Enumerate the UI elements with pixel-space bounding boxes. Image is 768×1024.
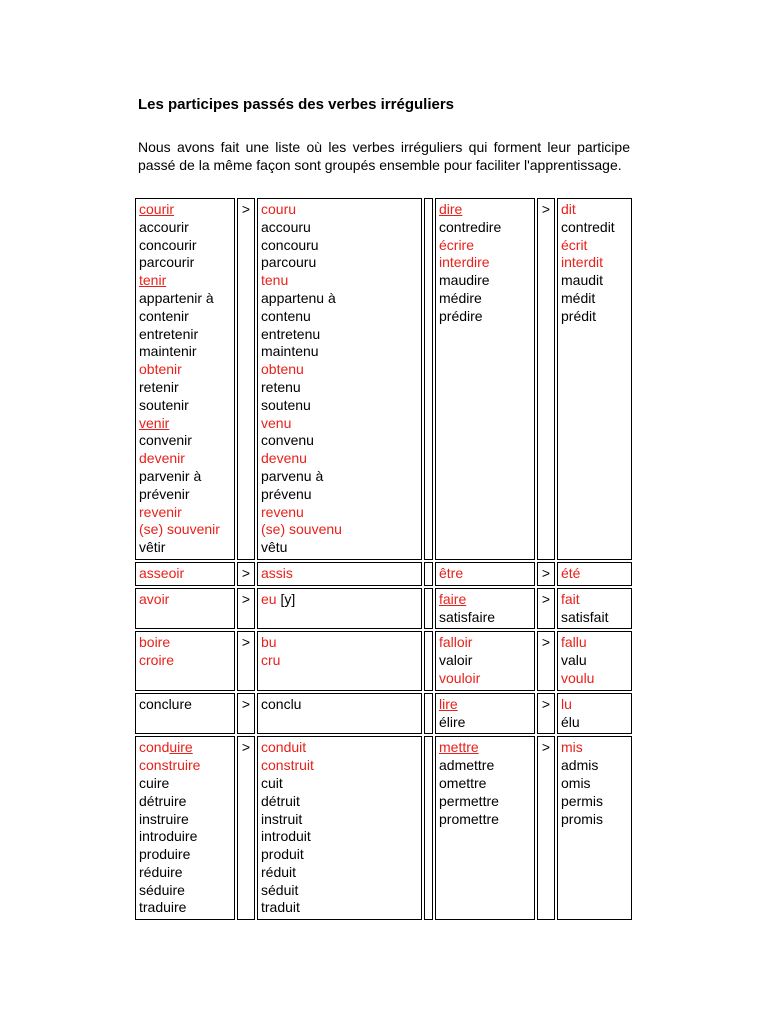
verb-entry: [y] <box>276 590 296 607</box>
participle-cell <box>557 562 632 586</box>
verb-entry: contredit <box>561 218 615 235</box>
infinitive-cell <box>135 562 235 586</box>
arrow-cell: > <box>237 562 255 586</box>
infinitive-cell <box>135 693 235 735</box>
table-row <box>135 198 632 560</box>
verb-entry: venir <box>139 414 170 431</box>
infinitive-cell <box>435 631 535 690</box>
verb-entry: convenu <box>261 432 314 449</box>
verb-entry: vêtu <box>261 539 288 556</box>
verb-entry: interdit <box>561 254 604 271</box>
verb-entry: admettre <box>439 757 495 774</box>
verb-entry: admis <box>561 757 599 774</box>
verb-entry: permis <box>561 792 604 809</box>
infinitive-cell <box>135 588 235 630</box>
table-row <box>135 736 632 920</box>
verb-entry: réduire <box>139 863 183 880</box>
arrow-cell: > <box>237 631 255 690</box>
verb-entry: vêtir <box>139 539 166 556</box>
verb-entry: vouloir <box>439 669 481 686</box>
verb-entry: conduit <box>261 739 307 756</box>
column-separator <box>424 693 433 735</box>
verb-entry: réduit <box>261 863 297 880</box>
arrow-cell: > <box>537 693 555 735</box>
verb-entry: revenir <box>139 503 182 520</box>
verb-entry: cru <box>261 652 281 669</box>
verb-entry: revenu <box>261 503 304 520</box>
participle-cell <box>557 631 632 690</box>
verb-entry: valoir <box>439 652 473 669</box>
verb-entry: soutenir <box>139 396 189 413</box>
verb-entry: satisfaire <box>439 608 496 625</box>
verb-entry: soutenu <box>261 396 311 413</box>
verb-entry: conclu <box>261 695 302 712</box>
verb-entry: médit <box>561 289 596 306</box>
verb-entry: fait <box>561 590 580 607</box>
verb-entry: croire <box>139 652 175 669</box>
verb-entry: asseoir <box>139 564 185 581</box>
participle-cell <box>557 693 632 735</box>
arrow-cell: > <box>537 562 555 586</box>
verb-entry: tenu <box>261 272 289 289</box>
verb-entry: appartenir à <box>139 289 214 306</box>
verb-entry: assis <box>261 564 293 581</box>
participle-cell <box>557 198 632 560</box>
verb-entry: été <box>561 564 581 581</box>
verb-entry: détruire <box>139 792 187 809</box>
arrow-cell: > <box>237 693 255 735</box>
infinitive-cell <box>435 562 535 586</box>
verb-entry: couru <box>261 201 297 217</box>
verb-entry: parvenir à <box>139 467 202 484</box>
verb-entry: appartenu à <box>261 289 336 306</box>
participle-cell <box>557 588 632 630</box>
verb-entry: construire <box>139 757 201 774</box>
verb-entry: produit <box>261 846 304 863</box>
infinitive-cell <box>435 693 535 735</box>
verb-entry: dire <box>439 201 463 217</box>
verb-entry: omettre <box>439 774 487 791</box>
verb-entry: convenir <box>139 432 192 449</box>
arrow-cell: > <box>537 631 555 690</box>
verb-entry: avoir <box>139 590 170 607</box>
page-title: Les participes passés des verbes irréguliers <box>138 96 455 113</box>
infinitive-cell <box>435 198 535 560</box>
participle-cell <box>257 736 422 920</box>
verb-entry: cuit <box>261 774 283 791</box>
verb-entry: traduire <box>139 899 187 916</box>
verb-entry: accouru <box>261 218 311 235</box>
table-row <box>135 562 632 586</box>
verb-entry: lu <box>561 695 572 712</box>
verb-entry: élire <box>439 713 466 730</box>
verb-entry: écrire <box>439 236 475 253</box>
participle-cell <box>257 631 422 690</box>
arrow-cell: > <box>237 736 255 920</box>
arrow-cell: > <box>237 588 255 630</box>
column-separator <box>424 198 433 560</box>
verb-entry: instruire <box>139 810 189 827</box>
verb-entry: construit <box>261 757 314 774</box>
verb-entry: médire <box>439 289 482 306</box>
verb-entry: concourir <box>139 236 197 253</box>
verb-entry: bu <box>261 634 277 651</box>
verb-entry: élu <box>561 713 580 730</box>
arrow-cell: > <box>537 736 555 920</box>
verb-entry: introduire <box>139 828 198 845</box>
verb-entry: parvenu à <box>261 467 324 484</box>
verb-entry: dit <box>561 201 576 217</box>
verb-table <box>133 196 634 922</box>
participle-cell <box>257 588 422 630</box>
verb-entry: maintenu <box>261 343 319 360</box>
verb-entry: interdire <box>439 254 490 271</box>
verb-entry: maudit <box>561 272 604 289</box>
participle-cell <box>257 693 422 735</box>
verb-entry: produire <box>139 846 191 863</box>
column-separator <box>424 631 433 690</box>
participle-cell <box>257 562 422 586</box>
verb-entry: instruit <box>261 810 303 827</box>
intro-paragraph: Nous avons fait une liste où les verbes irréguliers qui forment leur participe passé de la même façon sont groupés ensemble pour faciliter l'apprentissage. <box>138 139 630 173</box>
verb-entry: écrit <box>561 236 588 253</box>
verb-entry: concouru <box>261 236 319 253</box>
verb-entry: voulu <box>561 669 595 686</box>
verb-entry: être <box>439 564 464 581</box>
verb-entry: faire <box>439 590 467 607</box>
verb-entry: accourir <box>139 218 189 235</box>
arrow-cell: > <box>537 198 555 560</box>
verb-entry: devenir <box>139 450 185 467</box>
verb-entry: (se) souvenu <box>261 521 342 538</box>
verb-entry: contenir <box>139 307 189 324</box>
verb-entry: contenu <box>261 307 311 324</box>
verb-entry: cuire <box>139 774 170 791</box>
verb-entry: parcourir <box>139 254 195 271</box>
participle-cell <box>257 198 422 560</box>
verb-entry: obtenu <box>261 361 304 378</box>
verb-entry: mis <box>561 739 583 756</box>
verb-entry: retenir <box>139 378 179 395</box>
verb-entry: prédit <box>561 307 597 324</box>
verb-entry: permettre <box>439 792 499 809</box>
verb-entry: parcouru <box>261 254 317 271</box>
verb-entry: (se) souvenir <box>139 521 220 538</box>
infinitive-cell <box>435 736 535 920</box>
verb-entry: traduit <box>261 899 300 916</box>
participle-cell <box>557 736 632 920</box>
table-row <box>135 588 632 630</box>
infinitive-cell <box>135 736 235 920</box>
verb-entry: promis <box>561 810 604 827</box>
verb-entry: contredire <box>439 218 502 235</box>
table-row <box>135 631 632 690</box>
verb-entry: omis <box>561 774 591 791</box>
verb-table-body <box>135 198 632 920</box>
verb-entry: introduit <box>261 828 311 845</box>
verb-entry: maintenir <box>139 343 197 360</box>
column-separator <box>424 736 433 920</box>
verb-entry: conduire <box>139 739 193 756</box>
verb-entry: séduit <box>261 881 299 898</box>
verb-entry: boire <box>139 634 171 651</box>
verb-entry: entretenir <box>139 325 199 342</box>
infinitive-cell <box>435 588 535 630</box>
verb-entry: lire <box>439 695 458 712</box>
verb-entry: conclure <box>139 695 192 712</box>
arrow-cell: > <box>537 588 555 630</box>
verb-entry: maudire <box>439 272 490 289</box>
verb-entry: prévenu <box>261 485 312 502</box>
infinitive-cell <box>135 631 235 690</box>
verb-entry: venu <box>261 414 292 431</box>
verb-entry: tenir <box>139 272 167 289</box>
verb-entry: promettre <box>439 810 499 827</box>
verb-entry: obtenir <box>139 361 182 378</box>
verb-entry: entretenu <box>261 325 321 342</box>
infinitive-cell <box>135 198 235 560</box>
verb-entry: détruit <box>261 792 300 809</box>
verb-entry: devenu <box>261 450 307 467</box>
column-separator <box>424 588 433 630</box>
verb-entry: fallu <box>561 634 587 651</box>
verb-entry: séduire <box>139 881 185 898</box>
verb-entry: courir <box>139 201 175 217</box>
column-separator <box>424 562 433 586</box>
verb-entry: satisfait <box>561 608 609 625</box>
verb-entry: valu <box>561 652 587 669</box>
verb-entry: prédire <box>439 307 483 324</box>
verb-entry: eu <box>261 590 277 607</box>
verb-entry: retenu <box>261 378 301 395</box>
verb-entry: falloir <box>439 634 473 651</box>
table-row <box>135 693 632 735</box>
verb-entry: prévenir <box>139 485 190 502</box>
arrow-cell: > <box>237 198 255 560</box>
verb-entry: mettre <box>439 739 479 756</box>
